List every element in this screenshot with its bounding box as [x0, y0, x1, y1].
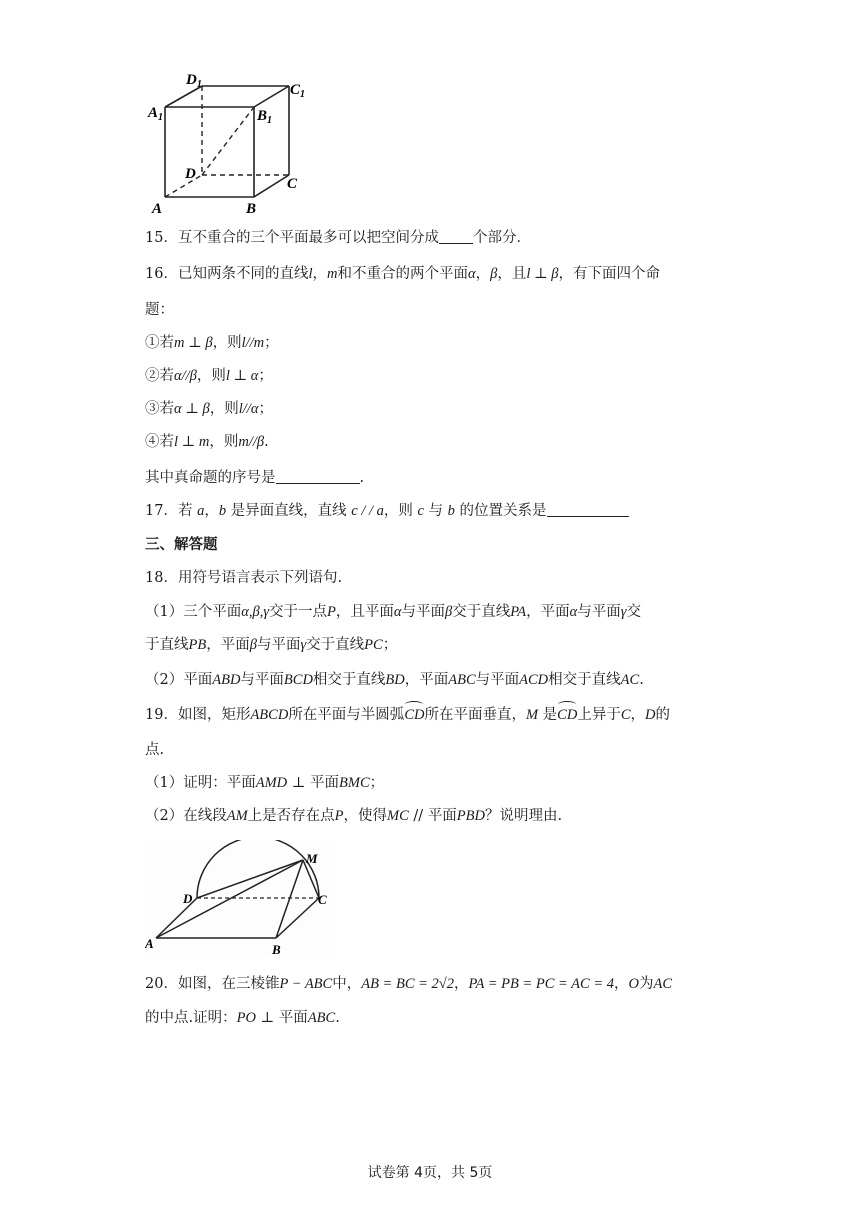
text: （1）证明：平面	[145, 775, 256, 791]
semicircle-figure	[145, 840, 335, 958]
var: β	[490, 266, 498, 282]
text: ，平面	[206, 637, 250, 653]
label-B: B	[272, 942, 281, 957]
question-number: 18．	[145, 570, 178, 586]
question-number: 16．	[145, 266, 178, 282]
var: P	[334, 808, 344, 824]
text: 和不重合的两个平面	[337, 266, 468, 282]
text: 上异于	[577, 707, 621, 723]
var: β	[249, 637, 257, 653]
var: l//m	[241, 335, 265, 351]
text: ①若	[145, 335, 174, 351]
section-heading: 三、解答题	[145, 537, 218, 553]
text: 与平面	[256, 637, 301, 653]
text: 上是否存在点	[247, 808, 335, 824]
label-C1: $C_1$	[290, 82, 306, 100]
text: 交	[626, 604, 641, 620]
text: 的位置关系是	[454, 503, 547, 519]
question-19	[145, 705, 670, 725]
text: ，	[454, 976, 469, 992]
text: ，	[312, 266, 327, 282]
text: .	[335, 1010, 340, 1026]
text: ，则	[196, 368, 226, 384]
question-16	[145, 264, 660, 284]
text: 交于直线	[306, 637, 365, 653]
var: l ⊥ β	[526, 266, 559, 282]
text: ，则	[383, 503, 418, 519]
question-18-part1-cont	[145, 635, 397, 655]
text: .	[264, 434, 269, 450]
question-number: 17．	[145, 503, 178, 519]
text: ，	[475, 266, 491, 282]
text: 的	[655, 707, 670, 723]
text: ；	[382, 637, 398, 653]
label-A1: $A_1$	[148, 105, 164, 123]
text: 相交于直线	[312, 672, 386, 688]
text: 交于一点	[269, 604, 328, 620]
text: 与平面	[475, 672, 520, 688]
option-4	[145, 432, 269, 452]
text: ，	[630, 707, 645, 723]
label-D1: $D_1$	[186, 72, 202, 90]
text: ，有下面四个命	[558, 266, 660, 282]
text: 已知两条不同的直线	[177, 266, 309, 282]
question-16-cont	[145, 300, 174, 320]
text: ；	[258, 368, 273, 384]
text: ，平面	[404, 672, 449, 688]
text: 其中真命题的序号是	[145, 470, 276, 486]
var: c	[417, 503, 424, 519]
text: ，	[204, 503, 219, 519]
text: 为	[638, 976, 654, 992]
var: AC	[620, 672, 640, 688]
text: ；	[264, 335, 279, 351]
var: l ⊥ α	[225, 368, 259, 384]
text: ⊥ 平面	[255, 1010, 308, 1026]
text: ；	[369, 775, 385, 791]
var: l//α	[238, 401, 259, 417]
option-3	[145, 399, 273, 419]
text: ，使得	[343, 808, 388, 824]
question-19-part2	[145, 806, 562, 826]
equation: AB = BC = 2√2	[361, 976, 454, 992]
equation: PA = PB = PC = AC = 4	[468, 976, 614, 992]
option-1	[145, 333, 279, 353]
text: ②若	[145, 368, 174, 384]
var: BMC	[339, 775, 370, 791]
var: m//β	[238, 434, 265, 450]
text: 点.	[145, 742, 165, 758]
question-text: 个部分．	[472, 230, 531, 246]
var: ABD	[212, 672, 241, 688]
var: BCD	[283, 672, 313, 688]
question-15	[145, 228, 531, 248]
var: ABCD	[250, 707, 289, 723]
var: b	[218, 503, 227, 519]
var: l	[308, 266, 313, 282]
text: 的中点.证明：	[145, 1010, 237, 1026]
text: // 平面	[408, 808, 457, 824]
question-number: 20．	[145, 976, 178, 992]
text: 是	[538, 707, 558, 723]
question-19-part1	[145, 773, 384, 793]
page-footer: 试卷第 4页，共 5页	[367, 1165, 493, 1181]
answer-blank	[547, 501, 629, 517]
var: α,β,γ	[241, 604, 270, 620]
cube-figure	[145, 68, 315, 218]
arc-CD: CD	[557, 707, 578, 723]
text: .	[359, 470, 365, 486]
label-B1: $B_1$	[257, 108, 273, 126]
var: PBD	[456, 808, 485, 824]
text: ，则	[209, 434, 239, 450]
text: 所在平面垂直，	[424, 707, 526, 723]
var: D	[645, 707, 656, 723]
text: 与	[423, 503, 448, 519]
answer-blank	[276, 468, 360, 484]
var: α//β	[174, 368, 197, 384]
var: PC	[364, 637, 383, 653]
label-C: C	[287, 176, 298, 192]
text: 是异面直线，直线	[226, 503, 352, 519]
question-20	[145, 974, 672, 994]
text: 与平面	[401, 604, 446, 620]
text: ，则	[209, 401, 239, 417]
var: C	[620, 707, 631, 723]
text: 所在平面与半圆弧	[288, 707, 405, 723]
answer-blank	[439, 228, 473, 244]
label-A: A	[152, 201, 163, 217]
var: c / / a	[351, 503, 384, 519]
text: （2）平面	[145, 672, 213, 688]
question-19-cont	[145, 740, 164, 760]
var: a	[197, 503, 205, 519]
question-18	[145, 568, 342, 588]
var: AMD	[255, 775, 288, 791]
text: 如图，矩形	[177, 707, 251, 723]
text: 题：	[145, 302, 174, 318]
var: PO	[236, 1010, 256, 1026]
label-B: B	[246, 201, 257, 217]
var: b	[447, 503, 455, 519]
text: 中，	[332, 976, 362, 992]
var: PB	[188, 637, 207, 653]
label-D: D	[185, 166, 196, 182]
question-18-part1	[145, 602, 641, 622]
text: 交于直线	[452, 604, 511, 620]
var: β	[445, 604, 453, 620]
var: AM	[226, 808, 248, 824]
text: ，平面	[526, 604, 570, 620]
option-2	[145, 366, 273, 386]
var: ABC	[448, 672, 476, 688]
arc-CD: CD	[404, 707, 425, 723]
question-number: 15．	[145, 230, 178, 246]
text: ⊥ 平面	[287, 775, 340, 791]
var: m	[326, 266, 338, 282]
var: α ⊥ β	[174, 401, 210, 417]
var: m ⊥ β	[174, 335, 213, 351]
text: ④若	[145, 434, 174, 450]
label-A: A	[145, 936, 154, 951]
text: 如图，在三棱锥	[177, 976, 280, 992]
var: α	[467, 266, 476, 282]
label-M: M	[306, 851, 318, 866]
label-D: D	[183, 891, 193, 906]
var: ABC	[307, 1010, 336, 1026]
var: P − ABC	[279, 976, 333, 992]
question-16-ask	[145, 468, 364, 488]
text: ；	[258, 401, 273, 417]
text: .	[639, 672, 644, 688]
var: PA	[510, 604, 527, 620]
text: ，且	[497, 266, 527, 282]
var: M	[525, 707, 539, 723]
text: 若	[177, 503, 198, 519]
text: 用符号语言表示下列语句.	[177, 570, 343, 586]
question-20-cont	[145, 1008, 340, 1028]
text: （2）在线段	[145, 808, 227, 824]
var: γ	[620, 604, 627, 620]
var: α	[569, 604, 578, 620]
var: P	[327, 604, 336, 620]
text: ？说明理由.	[484, 808, 563, 824]
question-number: 19．	[145, 707, 178, 723]
text: 与平面	[577, 604, 621, 620]
var: BD	[385, 672, 405, 688]
text: ，	[613, 976, 629, 992]
text: 相交于直线	[548, 672, 621, 688]
text: ，且平面	[335, 604, 394, 620]
var: γ	[300, 637, 307, 653]
label-C: C	[318, 892, 327, 907]
question-18-part2	[145, 670, 644, 690]
var: O	[628, 976, 639, 992]
var: MC	[387, 808, 409, 824]
question-text: 互不重合的三个平面最多可以把空间分成	[177, 230, 439, 246]
var: AC	[653, 976, 672, 992]
text: ，则	[212, 335, 242, 351]
text: （1）三个平面	[145, 604, 242, 620]
text: 与平面	[240, 672, 284, 688]
text: 于直线	[145, 637, 189, 653]
var: l ⊥ m	[174, 434, 210, 450]
question-17	[145, 501, 629, 521]
var: ACD	[519, 672, 549, 688]
text: ③若	[145, 401, 174, 417]
var: α	[393, 604, 402, 620]
